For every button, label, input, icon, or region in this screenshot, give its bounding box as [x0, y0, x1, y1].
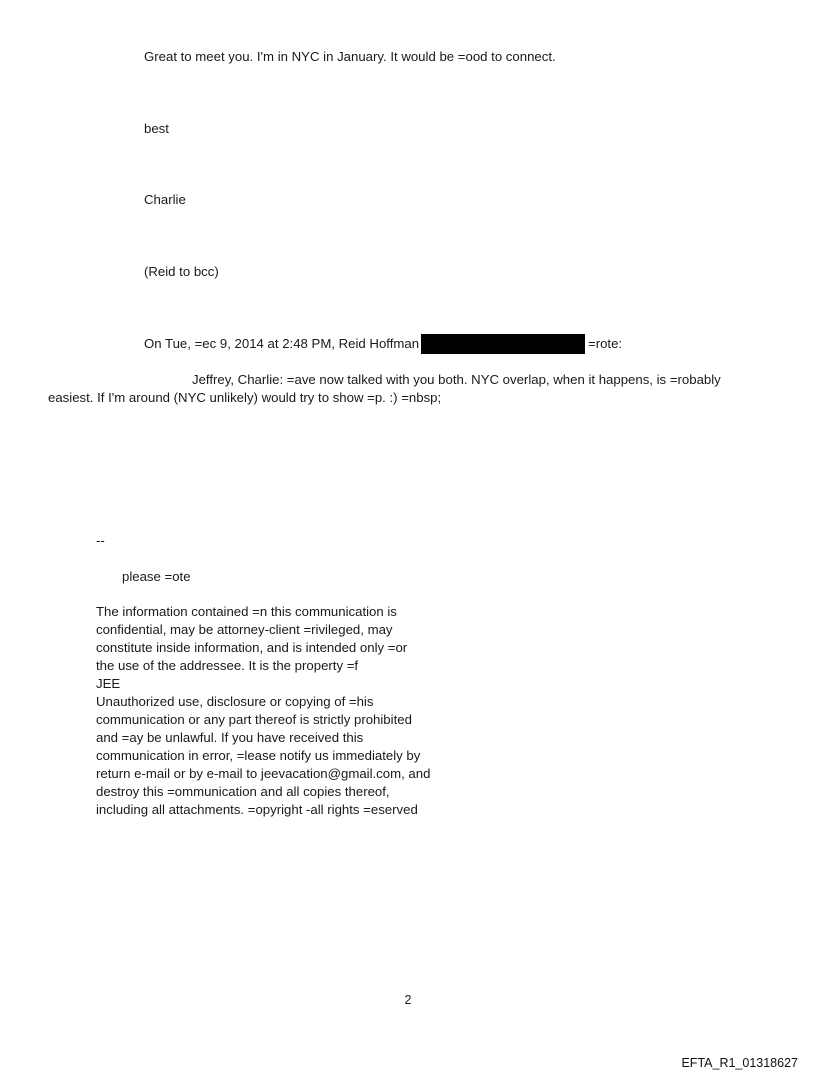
confidentiality-disclaimer: The information contained =n this communication is confidential, may be attorney-client =rivileged, may constitute inside information, and is intended only =or the use of the addressee. It is the property =f JEE Unauthorized use, disclosure or copying of =his communication or any part thereof is strictly prohibited and =ay be unlawful. If you have received this communication in error, =lease notify us immediately by return e-mail or by e-mail to jeevacation@gmail.com, and destroy this =ommunication and all copies thereof, including all attachments. =opyright -all rights =eserved	[96, 604, 431, 817]
redaction-bar	[421, 334, 585, 354]
signoff: best	[144, 121, 169, 136]
bcc-note: (Reid to bcc)	[144, 264, 219, 279]
quoted-line-2: easiest. If I'm around (NYC unlikely) would try to show =p. :) =nbsp;	[48, 390, 442, 405]
signature-separator: --	[96, 533, 105, 548]
document-id: EFTA_R1_01318627	[681, 1056, 798, 1070]
greeting-line: Great to meet you. I'm in NYC in January. It would be =ood to connect.	[144, 49, 556, 64]
quote-header-suffix: =rote:	[588, 336, 623, 351]
page-number: 2	[404, 993, 412, 1007]
quoted-line-1: Jeffrey, Charlie: =ave now talked with you both. NYC overlap, when it happens, is =robably	[192, 372, 721, 387]
quote-header-prefix: On Tue, =ec 9, 2014 at 2:48 PM, Reid Hoffman	[144, 336, 420, 351]
please-note: please =ote	[122, 569, 191, 584]
sender-name: Charlie	[144, 192, 186, 207]
